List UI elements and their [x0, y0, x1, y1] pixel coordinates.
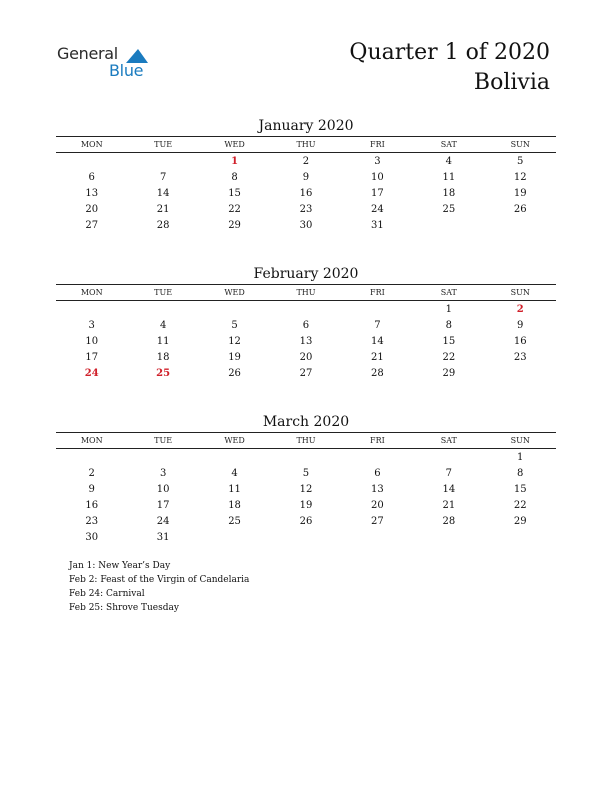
logo-text-general: General	[57, 44, 118, 63]
day-cell: 24	[156, 515, 170, 527]
day-cell: 20	[371, 499, 384, 511]
day-cell: 4	[159, 319, 167, 331]
day-cell: 4	[231, 467, 238, 479]
day-cell: 14	[371, 335, 384, 347]
day-cell: 11	[442, 171, 456, 183]
weeks-container	[56, 301, 556, 381]
holiday-notes	[69, 559, 249, 615]
day-cell: 5	[517, 155, 524, 167]
day-cell: 15	[513, 483, 527, 495]
day-cell: 31	[371, 219, 384, 231]
day-cell: 5	[302, 467, 310, 479]
month-calendar-february	[56, 264, 556, 381]
day-cell: 26	[513, 203, 527, 215]
holiday-note: Feb 24: Carnival	[69, 589, 145, 599]
day-cell: 23	[85, 515, 99, 527]
day-cell: 25	[156, 367, 171, 379]
page-header	[349, 38, 550, 98]
week-row	[56, 465, 556, 481]
day-cell: 12	[513, 171, 527, 183]
day-cell: 18	[228, 499, 241, 511]
day-cell: 26	[299, 515, 313, 527]
day-cell: 22	[442, 351, 456, 363]
day-cell: 25	[442, 203, 456, 215]
day-cell: 29	[228, 219, 241, 231]
day-cell: 21	[442, 499, 456, 511]
day-cell: 7	[445, 467, 452, 479]
day-cell: 28	[156, 219, 170, 231]
day-cell: 16	[299, 187, 313, 199]
day-cell: 16	[513, 335, 527, 347]
day-cell: 11	[228, 483, 241, 495]
day-cell: 21	[156, 203, 170, 215]
day-cell: 29	[513, 515, 527, 527]
day-cell: 17	[371, 187, 384, 199]
day-cell: 27	[85, 219, 99, 231]
day-cell: 10	[156, 483, 170, 495]
day-cell: 23	[299, 203, 313, 215]
day-cell: 22	[513, 499, 527, 511]
month-title: January 2020	[258, 118, 354, 134]
day-cell: 4	[445, 155, 452, 167]
day-cell: 30	[85, 531, 99, 543]
week-row	[56, 301, 556, 317]
month-title: March 2020	[262, 414, 350, 430]
day-cell: 20	[299, 351, 313, 363]
weekday-label: MON	[80, 140, 103, 149]
day-cell: 19	[513, 187, 527, 199]
day-cell: 22	[228, 203, 241, 215]
weekday-label: SAT	[440, 288, 457, 297]
holiday-note: Jan 1: New Year’s Day	[69, 561, 171, 571]
day-cell: 27	[299, 367, 313, 379]
week-row	[56, 481, 556, 497]
day-cell: 16	[85, 499, 99, 511]
day-cell: 2	[88, 467, 95, 479]
day-cell: 29	[442, 367, 456, 379]
week-row	[56, 201, 556, 217]
month-title: February 2020	[253, 266, 359, 282]
weekday-label: TUE	[154, 436, 173, 445]
weekday-label: FRI	[370, 140, 385, 149]
week-row	[56, 449, 556, 465]
weeks-container	[56, 449, 556, 545]
weekday-label: SAT	[440, 140, 457, 149]
day-cell: 25	[228, 515, 241, 527]
day-cell: 3	[374, 155, 381, 167]
day-cell: 21	[371, 351, 384, 363]
day-cell: 13	[85, 187, 99, 199]
day-cell: 2	[516, 303, 524, 315]
day-cell: 27	[371, 515, 384, 527]
week-row	[56, 333, 556, 349]
day-cell: 30	[299, 219, 313, 231]
day-cell: 24	[371, 203, 384, 215]
day-cell: 18	[156, 351, 170, 363]
weekday-label: TUE	[154, 140, 173, 149]
day-cell: 17	[156, 499, 170, 511]
weekday-label: WED	[224, 288, 245, 297]
week-row	[56, 153, 556, 169]
week-row	[56, 185, 556, 201]
weekday-label: MON	[80, 436, 103, 445]
weekday-header-row	[56, 136, 556, 153]
week-row	[56, 497, 556, 513]
weekday-label: WED	[224, 436, 245, 445]
day-cell: 23	[513, 351, 527, 363]
weekday-label: THU	[296, 288, 316, 297]
day-cell: 9	[88, 483, 95, 495]
day-cell: 2	[302, 155, 310, 167]
week-row	[56, 513, 556, 529]
day-cell: 24	[84, 367, 99, 379]
day-cell: 12	[299, 483, 313, 495]
weekday-label: FRI	[370, 436, 385, 445]
day-cell: 1	[231, 155, 239, 167]
day-cell: 14	[442, 483, 456, 495]
weekday-label: WED	[224, 140, 245, 149]
day-cell: 26	[228, 367, 241, 379]
day-cell: 18	[442, 187, 456, 199]
week-row	[56, 169, 556, 185]
week-row	[56, 529, 556, 545]
day-cell: 9	[517, 319, 524, 331]
week-row	[56, 349, 556, 365]
month-calendar-january	[56, 116, 556, 233]
day-cell: 10	[85, 335, 99, 347]
weeks-container	[56, 153, 556, 233]
day-cell: 13	[299, 335, 313, 347]
weekday-label: SUN	[510, 140, 530, 149]
week-row	[56, 365, 556, 381]
day-cell: 20	[85, 203, 99, 215]
weekday-header-row	[56, 432, 556, 449]
day-cell: 15	[442, 335, 456, 347]
day-cell: 5	[231, 319, 238, 331]
day-cell: 19	[299, 499, 313, 511]
day-cell: 6	[302, 319, 310, 331]
week-row	[56, 317, 556, 333]
day-cell: 1	[445, 303, 452, 315]
page-title: Quarter 1 of 2020	[349, 40, 550, 65]
day-cell: 11	[156, 335, 170, 347]
month-calendar-march	[56, 412, 556, 545]
day-cell: 7	[374, 319, 381, 331]
day-cell: 1	[517, 451, 524, 463]
day-cell: 13	[371, 483, 384, 495]
day-cell: 6	[88, 171, 95, 183]
day-cell: 8	[517, 467, 524, 479]
day-cell: 8	[445, 319, 452, 331]
weekday-label: SAT	[440, 436, 457, 445]
weekday-label: THU	[296, 436, 316, 445]
day-cell: 8	[231, 171, 238, 183]
weekday-label: TUE	[154, 288, 173, 297]
day-cell: 6	[374, 467, 381, 479]
weekday-label: THU	[296, 140, 316, 149]
day-cell: 28	[442, 515, 456, 527]
holiday-note: Feb 2: Feast of the Virgin of Candelaria	[69, 575, 250, 585]
logo-text-blue: Blue	[109, 61, 144, 80]
day-cell: 15	[228, 187, 241, 199]
week-row	[56, 217, 556, 233]
day-cell: 3	[88, 319, 95, 331]
day-cell: 17	[85, 351, 99, 363]
weekday-label: SUN	[510, 436, 530, 445]
day-cell: 7	[159, 171, 167, 183]
country-name: Bolivia	[473, 70, 550, 95]
weekday-header-row	[56, 284, 556, 301]
day-cell: 9	[302, 171, 310, 183]
day-cell: 10	[371, 171, 384, 183]
weekday-label: SUN	[510, 288, 530, 297]
day-cell: 3	[159, 467, 167, 479]
day-cell: 28	[371, 367, 384, 379]
day-cell: 19	[228, 351, 241, 363]
weekday-label: MON	[80, 288, 103, 297]
general-blue-logo	[57, 44, 157, 84]
day-cell: 14	[156, 187, 170, 199]
day-cell: 31	[156, 531, 170, 543]
weekday-label: FRI	[370, 288, 385, 297]
day-cell: 12	[228, 335, 241, 347]
holiday-note: Feb 25: Shrove Tuesday	[69, 603, 179, 613]
